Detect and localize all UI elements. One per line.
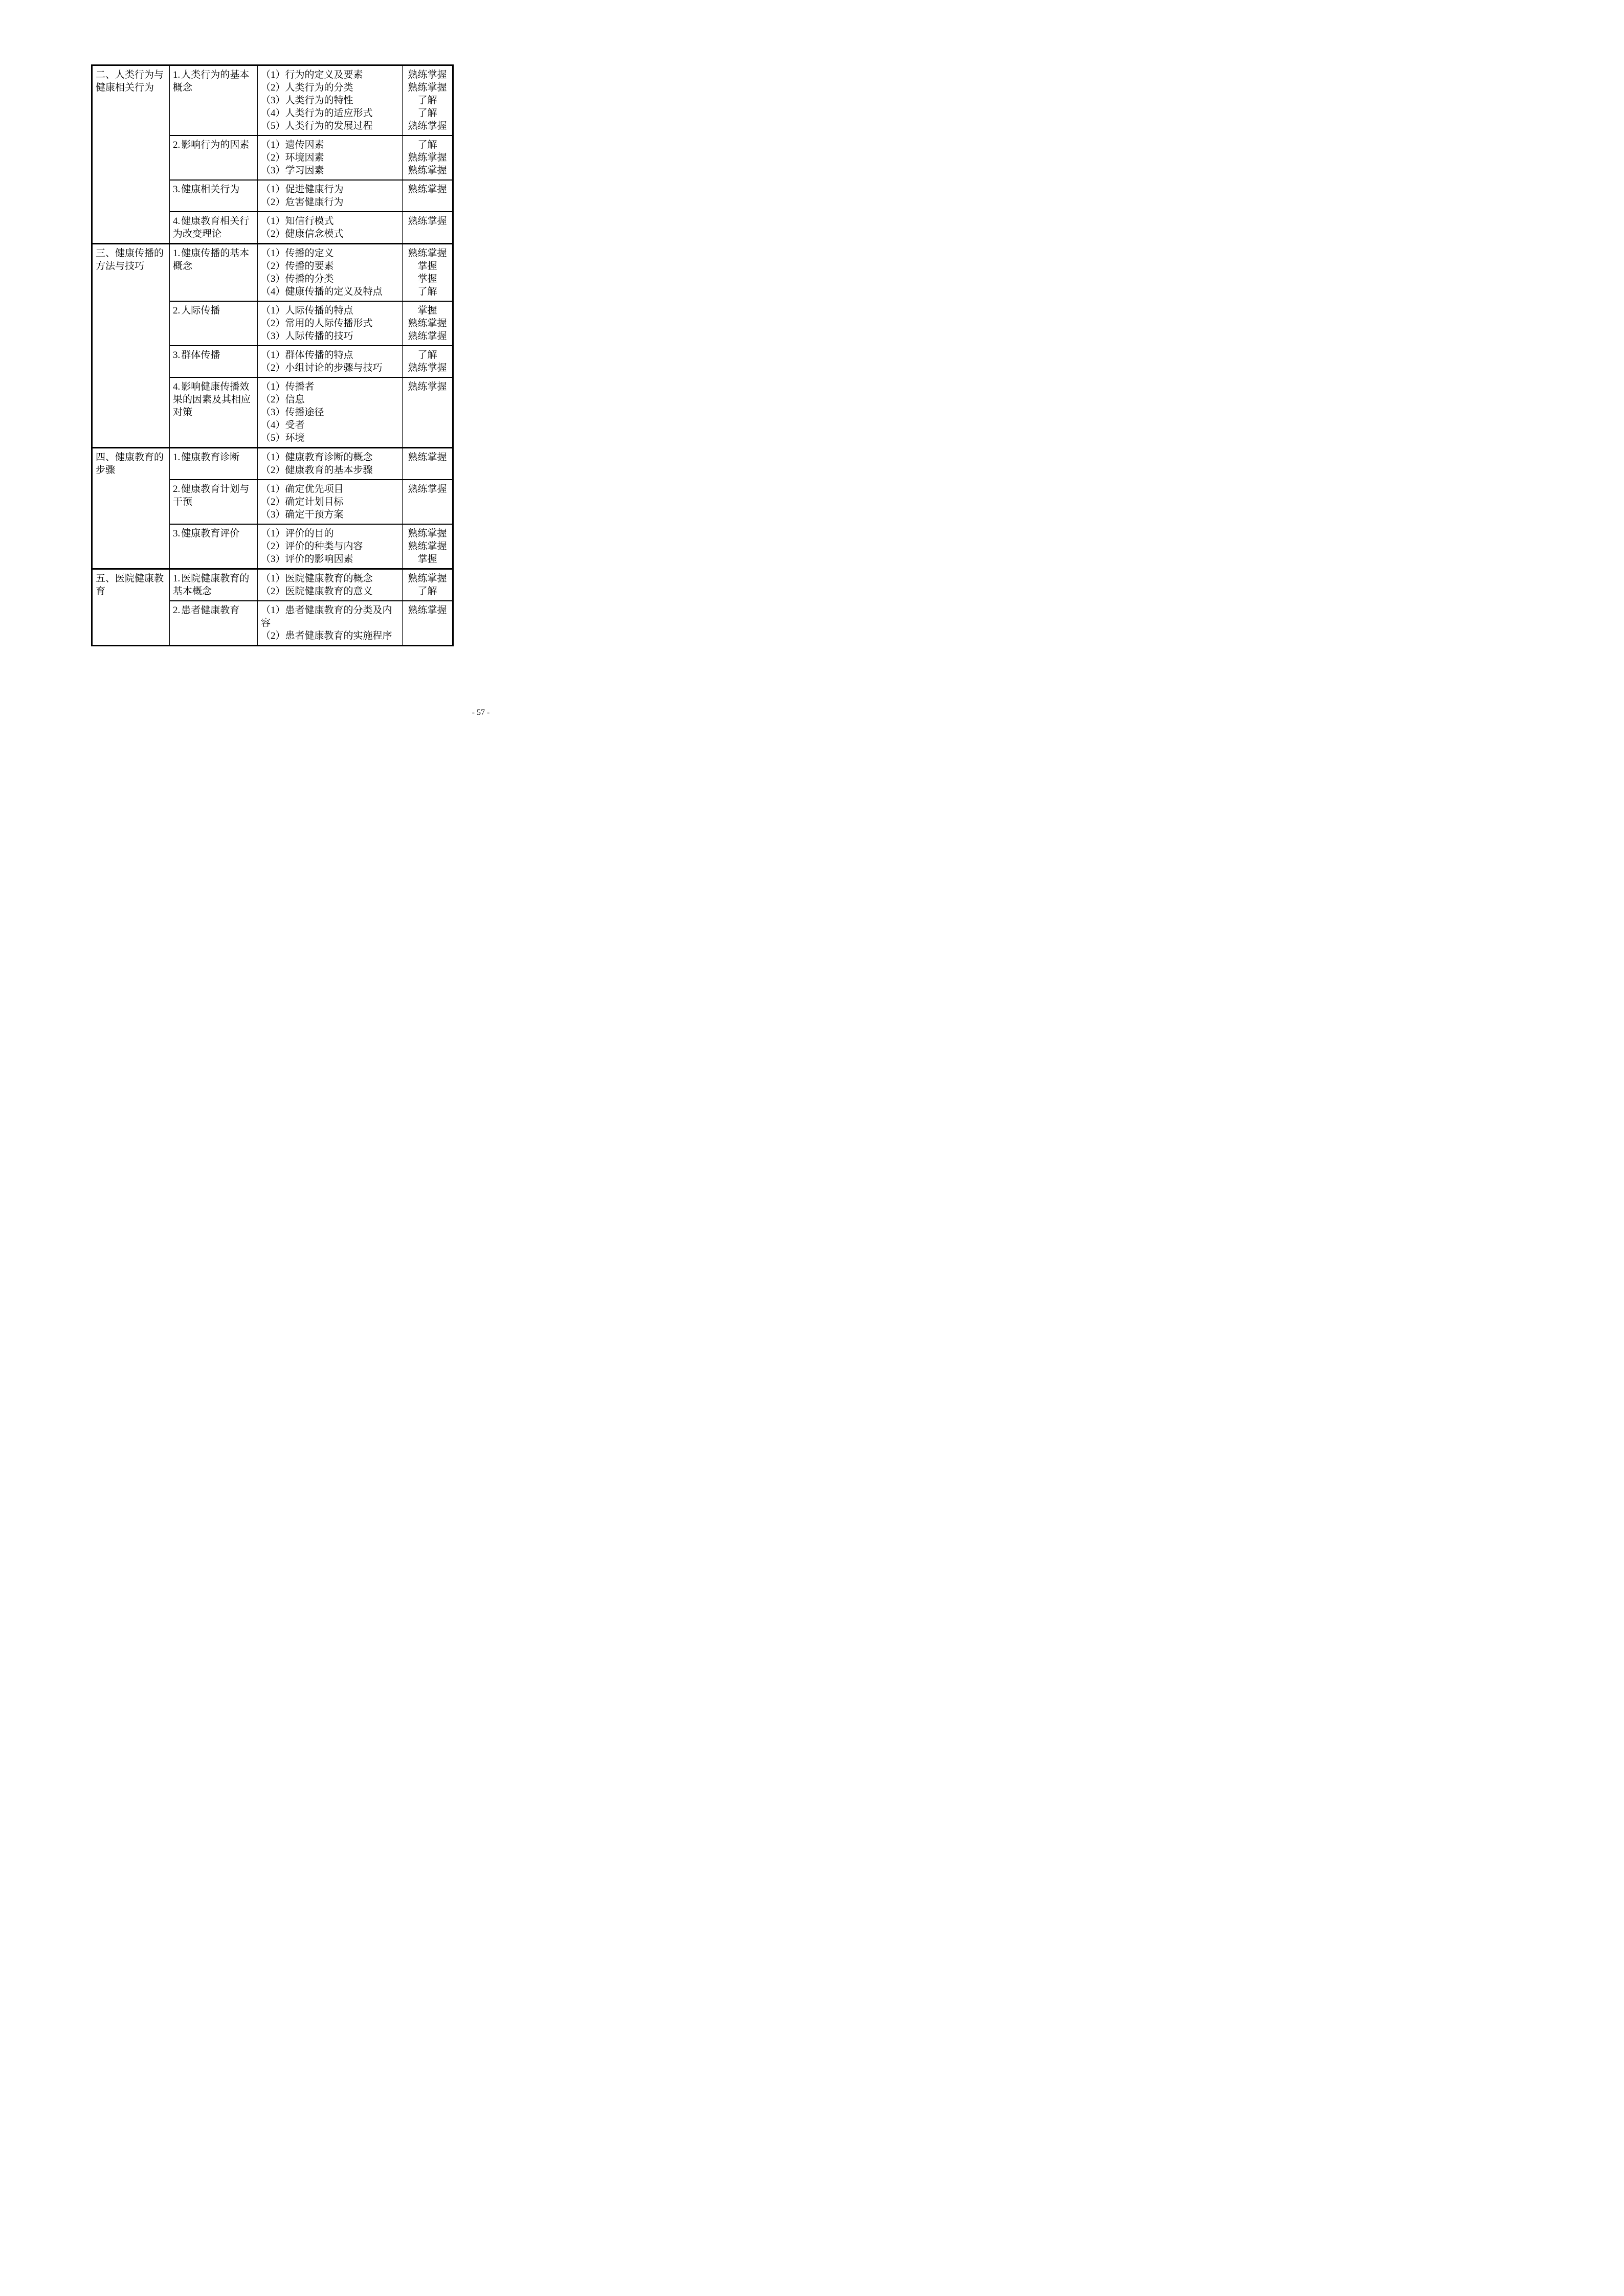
level-cell: 熟练掌握 bbox=[403, 244, 453, 260]
level-cell: 熟练掌握 bbox=[403, 448, 453, 480]
subcategory-label: 健康相关行为 bbox=[181, 184, 240, 195]
level-cell: 了解 bbox=[403, 585, 453, 601]
item-cell: （2）评价的种类与内容 bbox=[258, 540, 403, 553]
subcategory-number: 1. bbox=[173, 573, 181, 584]
item-cell: （2）医院健康教育的意义 bbox=[258, 585, 403, 601]
level-cell: 了解 bbox=[403, 94, 453, 107]
level-cell: 熟练掌握 bbox=[403, 524, 453, 540]
item-cell: （3）评价的影响因素 bbox=[258, 553, 403, 569]
item-cell: （1）患者健康教育的分类及内容 bbox=[258, 601, 403, 629]
item-cell: （1）医院健康教育的概念 bbox=[258, 569, 403, 586]
level-cell: 熟练掌握 bbox=[403, 569, 453, 586]
item-cell: （5）环境 bbox=[258, 432, 403, 448]
level-cell: 熟练掌握 bbox=[403, 65, 453, 82]
level-cell: 掌握 bbox=[403, 260, 453, 273]
subcategory-cell bbox=[170, 569, 258, 601]
table-row bbox=[92, 569, 453, 586]
level-cell: 熟练掌握 bbox=[403, 330, 453, 346]
subcategory-number: 2. bbox=[173, 484, 181, 494]
item-cell: （2）健康教育的基本步骤 bbox=[258, 464, 403, 480]
table-row bbox=[92, 65, 453, 82]
subcategory-label: 患者健康教育 bbox=[181, 605, 240, 616]
subcategory-cell bbox=[170, 65, 258, 136]
syllabus-table bbox=[91, 64, 454, 646]
item-cell: （3）确定干预方案 bbox=[258, 508, 403, 524]
item-cell: （2）环境因素 bbox=[258, 151, 403, 164]
item-cell: （3）人际传播的技巧 bbox=[258, 330, 403, 346]
subcategory-label: 健康教育评价 bbox=[181, 528, 240, 539]
level-cell: 掌握 bbox=[403, 553, 453, 569]
document-page bbox=[0, 0, 541, 766]
item-cell: （1）传播者 bbox=[258, 377, 403, 393]
level-cell: 熟练掌握 bbox=[403, 180, 453, 212]
subcategory-cell bbox=[170, 601, 258, 646]
level-cell: 熟练掌握 bbox=[403, 317, 453, 330]
subcategory-number: 3. bbox=[173, 528, 181, 539]
subcategory-cell bbox=[170, 180, 258, 212]
level-cell: 熟练掌握 bbox=[403, 81, 453, 94]
subcategory-label: 影响行为的因素 bbox=[181, 140, 250, 150]
subcategory-cell bbox=[170, 301, 258, 346]
item-cell: （2）健康信念模式 bbox=[258, 228, 403, 244]
item-cell: （1）传播的定义 bbox=[258, 244, 403, 260]
subcategory-cell bbox=[170, 377, 258, 448]
item-cell: （4）人类行为的适应形式 bbox=[258, 107, 403, 120]
page-number: - 57 - bbox=[472, 708, 490, 717]
level-cell: 熟练掌握 bbox=[403, 120, 453, 136]
level-cell: 了解 bbox=[403, 346, 453, 362]
item-cell: （3）人类行为的特性 bbox=[258, 94, 403, 107]
subcategory-cell bbox=[170, 346, 258, 377]
subcategory-label: 人际传播 bbox=[181, 305, 220, 316]
item-cell: （3）学习因素 bbox=[258, 164, 403, 180]
category-cell: 五、医院健康教育 bbox=[92, 569, 170, 646]
item-cell: （1）促进健康行为 bbox=[258, 180, 403, 196]
level-cell: 掌握 bbox=[403, 301, 453, 317]
subcategory-number: 1. bbox=[173, 248, 181, 259]
subcategory-number: 2. bbox=[173, 305, 181, 316]
category-cell: 三、健康传播的方法与技巧 bbox=[92, 244, 170, 448]
item-cell: （2）信息 bbox=[258, 393, 403, 406]
subcategory-label: 健康教育相关行为改变理论 bbox=[173, 216, 250, 239]
item-cell: （1）健康教育诊断的概念 bbox=[258, 448, 403, 464]
item-cell: （4）受者 bbox=[258, 419, 403, 432]
subcategory-label: 健康教育诊断 bbox=[181, 452, 240, 463]
subcategory-label: 影响健康传播效果的因素及其相应对策 bbox=[173, 381, 251, 418]
level-cell: 掌握 bbox=[403, 273, 453, 285]
table-row bbox=[92, 244, 453, 260]
item-cell: （1）群体传播的特点 bbox=[258, 346, 403, 362]
subcategory-number: 1. bbox=[173, 452, 181, 463]
subcategory-number: 1. bbox=[173, 70, 181, 80]
subcategory-cell bbox=[170, 524, 258, 569]
subcategory-label: 群体传播 bbox=[181, 350, 220, 361]
subcategory-cell bbox=[170, 136, 258, 180]
item-cell: （1）确定优先项目 bbox=[258, 480, 403, 496]
level-cell: 熟练掌握 bbox=[403, 377, 453, 448]
level-cell: 了解 bbox=[403, 285, 453, 301]
item-cell: （2）传播的要素 bbox=[258, 260, 403, 273]
category-cell: 四、健康教育的步骤 bbox=[92, 448, 170, 569]
item-cell: （2）确定计划目标 bbox=[258, 496, 403, 508]
item-cell: （5）人类行为的发展过程 bbox=[258, 120, 403, 136]
subcategory-label: 健康教育计划与干预 bbox=[173, 484, 250, 507]
item-cell: （2）小组讨论的步骤与技巧 bbox=[258, 362, 403, 377]
subcategory-label: 医院健康教育的基本概念 bbox=[173, 573, 250, 597]
table-row bbox=[92, 448, 453, 464]
subcategory-label: 健康传播的基本概念 bbox=[173, 248, 250, 272]
level-cell: 熟练掌握 bbox=[403, 212, 453, 244]
level-cell: 熟练掌握 bbox=[403, 540, 453, 553]
subcategory-number: 2. bbox=[173, 140, 181, 150]
item-cell: （1）人际传播的特点 bbox=[258, 301, 403, 317]
subcategory-cell bbox=[170, 448, 258, 480]
item-cell: （3）传播途径 bbox=[258, 406, 403, 419]
syllabus-table-body bbox=[92, 65, 453, 646]
subcategory-cell bbox=[170, 480, 258, 524]
item-cell: （4）健康传播的定义及特点 bbox=[258, 285, 403, 301]
item-cell: （1）知信行模式 bbox=[258, 212, 403, 228]
item-cell: （1）遗传因素 bbox=[258, 136, 403, 151]
subcategory-number: 3. bbox=[173, 350, 181, 361]
item-cell: （1）评价的目的 bbox=[258, 524, 403, 540]
subcategory-number: 2. bbox=[173, 605, 181, 616]
subcategory-label: 人类行为的基本概念 bbox=[173, 70, 250, 93]
level-cell: 熟练掌握 bbox=[403, 164, 453, 180]
item-cell: （2）危害健康行为 bbox=[258, 196, 403, 212]
subcategory-number: 4. bbox=[173, 381, 181, 392]
level-cell: 熟练掌握 bbox=[403, 362, 453, 377]
level-cell: 了解 bbox=[403, 136, 453, 151]
item-cell: （2）患者健康教育的实施程序 bbox=[258, 629, 403, 646]
level-cell: 熟练掌握 bbox=[403, 601, 453, 646]
level-cell: 熟练掌握 bbox=[403, 480, 453, 524]
level-cell: 熟练掌握 bbox=[403, 151, 453, 164]
item-cell: （3）传播的分类 bbox=[258, 273, 403, 285]
subcategory-number: 4. bbox=[173, 216, 181, 227]
item-cell: （2）人类行为的分类 bbox=[258, 81, 403, 94]
item-cell: （2）常用的人际传播形式 bbox=[258, 317, 403, 330]
subcategory-cell bbox=[170, 244, 258, 302]
subcategory-number: 3. bbox=[173, 184, 181, 195]
subcategory-cell bbox=[170, 212, 258, 244]
level-cell: 了解 bbox=[403, 107, 453, 120]
category-cell: 二、人类行为与健康相关行为 bbox=[92, 65, 170, 244]
item-cell: （1）行为的定义及要素 bbox=[258, 65, 403, 82]
